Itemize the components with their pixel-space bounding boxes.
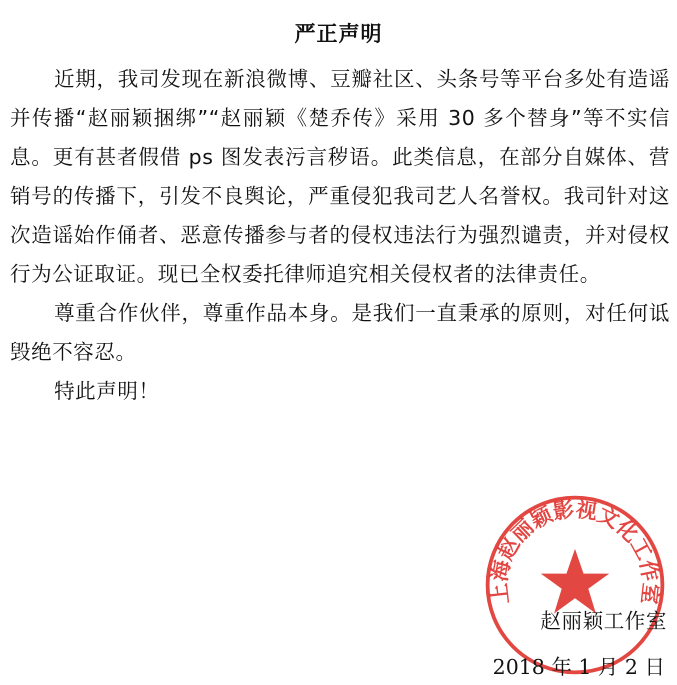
signature: 赵丽颖工作室: [540, 609, 667, 633]
paragraph-principle: 尊重合作伙伴，尊重作品本身。是我们一直秉承的原则，对任何诋毁绝不容忍。: [10, 301, 670, 364]
seal-text: 上海赵丽颖影视文化工作室: [486, 497, 664, 606]
document-body: [10, 60, 670, 411]
signature-date: 2018 年 1 月 2 日: [492, 655, 665, 679]
paragraph-statement: 近期，我司发现在新浪微博、豆瓣社区、头条号等平台多处有造谣并传播“赵丽颖捆绑”“赵丽颖《楚乔传》采用 30 多个替身”等不实信息。更有甚者假借 ps 图发表污言秽语。此类信息，在部分自媒体、营销号的传播下，引发不良舆论，严重侵犯我司艺人名誉权。我司针对这次造谣始作俑者、恶意传播参与者的侵权违法行为强烈谴责，并对侵权行为公证取证。现已全权委托律师追究相关侵权者的法律责任。: [10, 67, 670, 286]
document-title: 严正声明: [294, 22, 383, 46]
paragraph-closing: 特此声明！: [54, 379, 160, 403]
